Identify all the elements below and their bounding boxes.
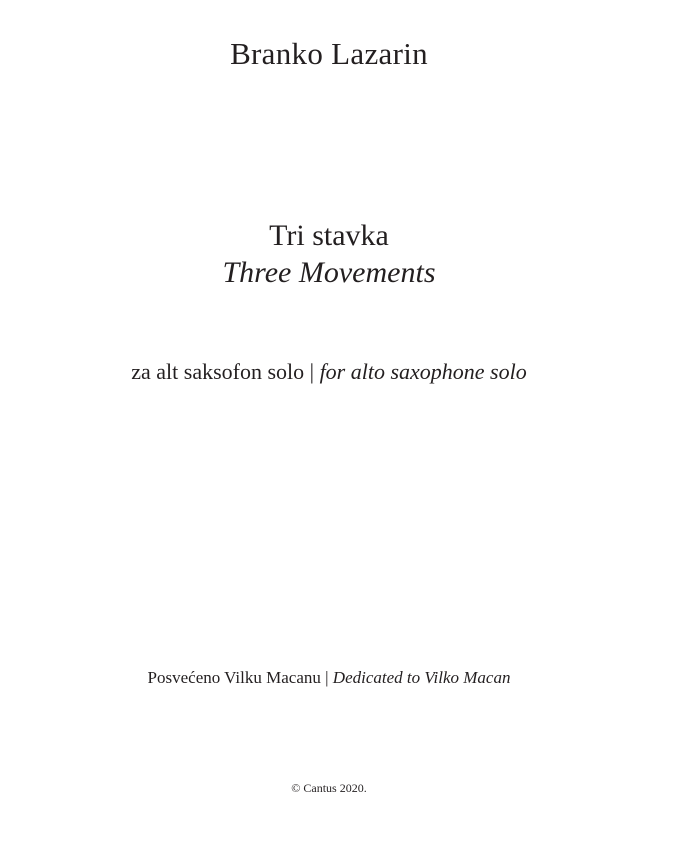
title-croatian: Tri stavka (269, 219, 389, 252)
instrumentation-croatian: za alt saksofon solo (131, 359, 305, 384)
dedication-english: Dedicated to Vilko Macan (332, 668, 511, 687)
title-english: Three Movements (222, 256, 436, 289)
dedication-separator: | (320, 668, 333, 687)
instrumentation-english: for alto saxophone solo (319, 359, 527, 384)
composer-name: Branko Lazarin (230, 36, 428, 71)
dedication (0, 668, 658, 688)
instrumentation-separator: | (304, 359, 320, 384)
instrumentation (0, 359, 658, 385)
dedication-croatian: Posvećeno Vilku Macanu (147, 668, 321, 687)
copyright-notice: © Cantus 2020. (291, 781, 367, 795)
